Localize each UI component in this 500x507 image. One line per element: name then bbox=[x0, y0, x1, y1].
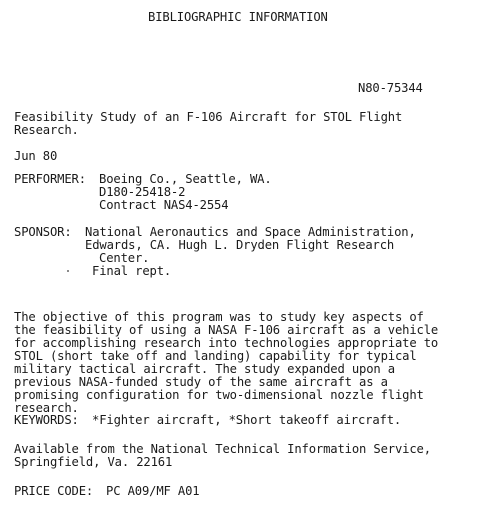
abstract-line: promising configuration for two-dimensional nozzle flight bbox=[14, 388, 424, 402]
availability-line: Springfield, Va. 22161 bbox=[14, 455, 173, 469]
page-heading: BIBLIOGRAPHIC INFORMATION bbox=[148, 10, 328, 24]
accession-number: N80-75344 bbox=[358, 81, 423, 95]
performer-label: PERFORMER: bbox=[14, 172, 86, 186]
performer-line: Boeing Co., Seattle, WA. bbox=[99, 172, 272, 186]
keywords-value: *Fighter aircraft, *Short takeoff aircraft. bbox=[92, 413, 402, 427]
publication-date: Jun 80 bbox=[14, 149, 58, 163]
scan-speck bbox=[67, 270, 69, 272]
keywords-label: KEYWORDS: bbox=[14, 413, 79, 427]
performer-line: D180-25418-2 bbox=[99, 185, 186, 199]
abstract-line: military tactical aircraft. The study expanded upon a bbox=[14, 362, 395, 376]
sponsor-label: SPONSOR: bbox=[14, 225, 72, 239]
title-line: Feasibility Study of an F-106 Aircraft for STOL Flight bbox=[14, 110, 403, 124]
abstract-line: previous NASA-funded study of the same aircraft as a bbox=[14, 375, 388, 389]
abstract-line: the feasibility of using a NASA F-106 aircraft as a vehicle bbox=[14, 323, 439, 337]
performer-line: Contract NAS4-2554 bbox=[99, 198, 229, 212]
price-code-value: PC A09/MF A01 bbox=[106, 484, 200, 498]
title-line: Research. bbox=[14, 123, 79, 137]
sponsor-line: Center. bbox=[99, 251, 150, 265]
abstract-line: The objective of this program was to study key aspects of bbox=[14, 310, 424, 324]
sponsor-line: Final rept. bbox=[92, 264, 172, 278]
price-code-label: PRICE CODE: bbox=[14, 484, 94, 498]
abstract-line: STOL (short take off and landing) capability for typical bbox=[14, 349, 417, 363]
abstract-line: research. bbox=[14, 401, 79, 415]
abstract-line: for accomplishing research into technologies appropriate to bbox=[14, 336, 439, 350]
sponsor-line: National Aeronautics and Space Administration, bbox=[85, 225, 416, 239]
availability-line: Available from the National Technical Information Service, bbox=[14, 442, 431, 456]
sponsor-line: Edwards, CA. Hugh L. Dryden Flight Research bbox=[85, 238, 395, 252]
